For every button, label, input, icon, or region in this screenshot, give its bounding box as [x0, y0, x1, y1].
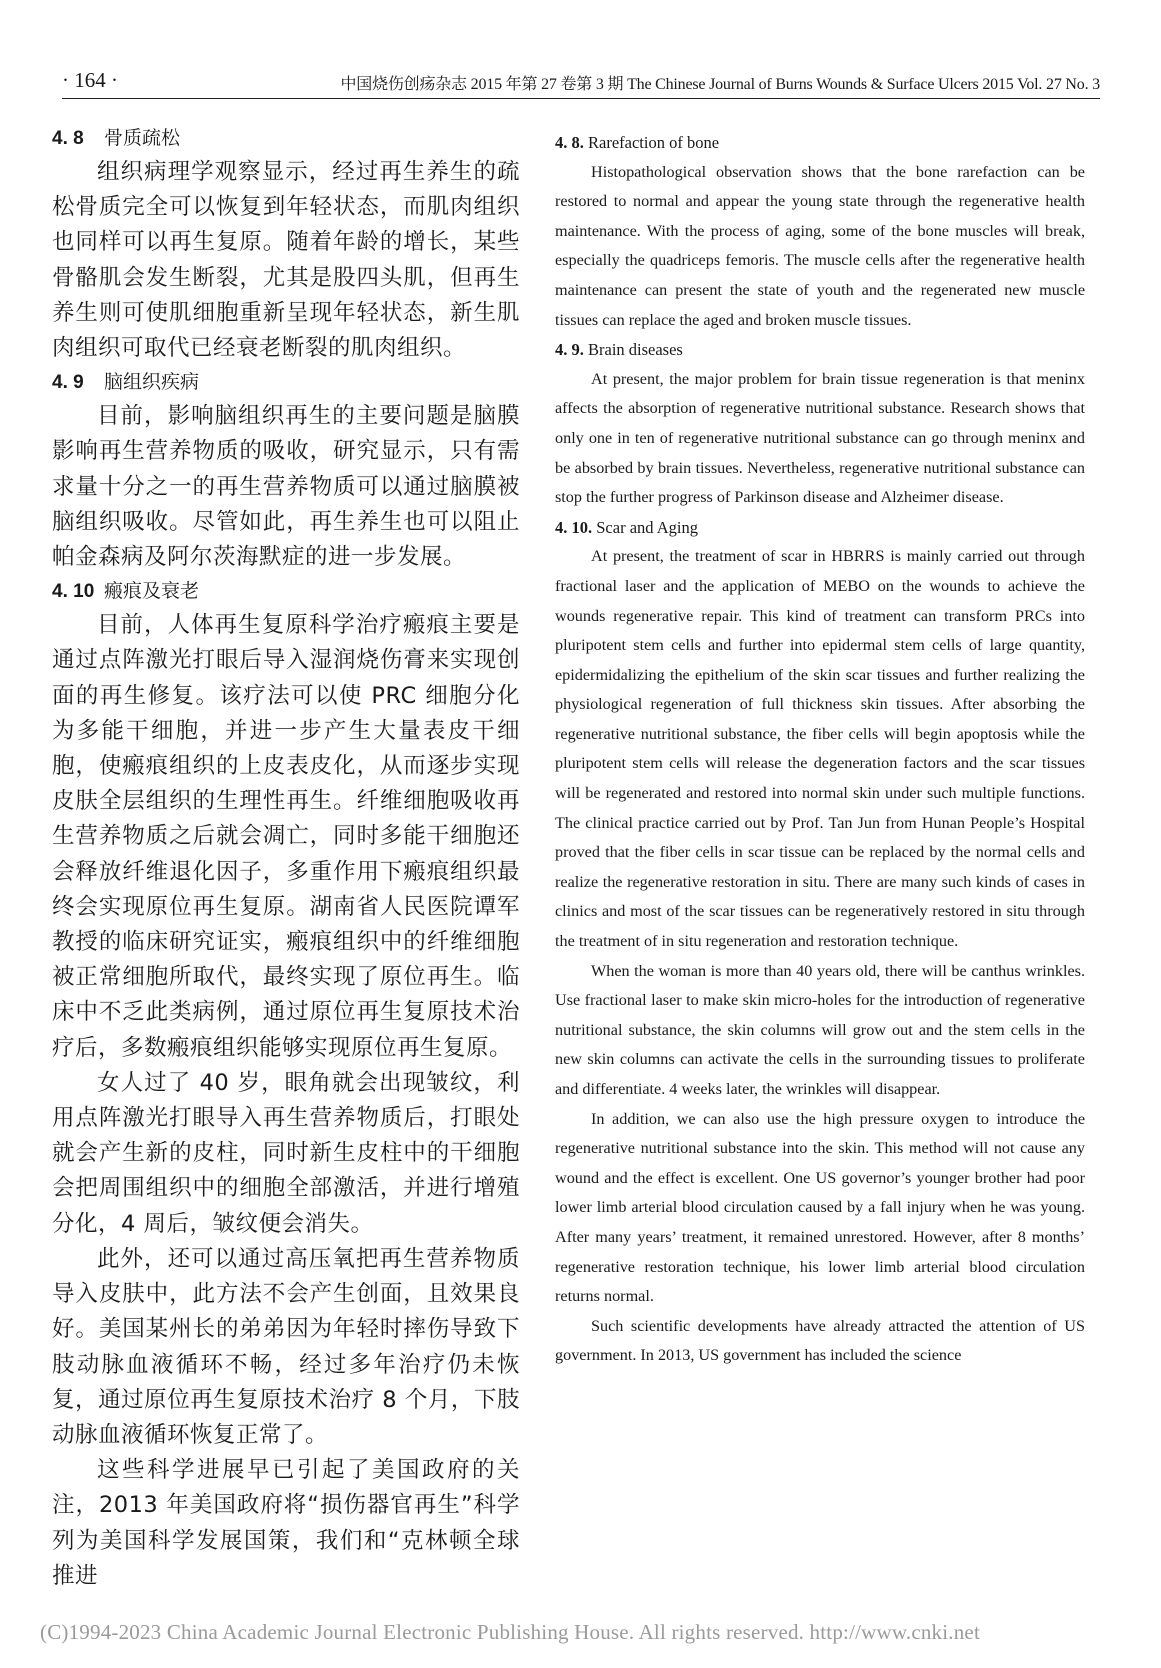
section-title: Rarefaction of bone: [588, 133, 720, 152]
running-header: [62, 68, 1100, 99]
paragraph: 目前，影响脑组织再生的主要问题是脑膜影响再生营养物质的吸收，研究显示，只有需求量十分之一的再生营养物质可以通过脑膜被脑组织吸收。尽管如此，再生养生也可以阻止帕金森病及阿尔茨海默症的进一步发展。: [52, 403, 520, 571]
paragraph: At present, the treatment of scar in HBRRS is mainly carried out through fractional laser and the application of MEBO on the wounds to achieve the wounds regenerative repair. This kind of treatment can transform PRCs into pluripotent stem cells and further into epidermal stem cells of large quantity, epidermidalizing the epithelium of the skin scar tissues and further realizing the physiological regeneration of full thickness skin tissues. After absorbing the regenerative nutritional substance, the fiber cells will begin apoptosis while the pluripotent stem cells will release the degeneration factors and the scar tissues will be regenerated and restored into normal skin under such multiple functions. The clinical practice carried out by Prof. Tan Jun from Hunan People’s Hospital proved that the fiber cells in scar tissue can be replaced by the normal cells and realize the regenerative restoration in situ. There are many such kinds of cases in clinics and most of the scar tissues can be regeneratively restored in situ through the treatment of in situ regeneration and restoration technique.: [555, 547, 1085, 951]
section-number: 4. 8: [52, 128, 84, 149]
section-number: 4. 9: [52, 372, 84, 394]
section-heading-4-9-zh: [52, 366, 520, 399]
section-title: 脑组织疾病: [104, 371, 200, 394]
section-title: Scar and Aging: [596, 517, 698, 537]
section-heading-4-8-zh: [52, 122, 520, 155]
page-number: · 164 ·: [62, 68, 118, 92]
paragraph: Histopathological observation shows that the bone rarefaction can be restored to normal and appear the young state through the regenerative health maintenance. With the process of aging, some of the bone muscles will break, especially the quadriceps femoris. The muscle cells after the regenerative health maintenance can present the state of youth and the regenerated new muscle tissues can replace the aged and broken muscle tissues.: [555, 162, 1085, 329]
section-number: 4. 10.: [555, 517, 593, 537]
paragraph: 这些科学进展早已引起了美国政府的关注，2013 年美国政府将“损伤器官再生”科学列为美国科学发展国策，我们和“克林顿全球推进: [52, 1457, 520, 1589]
paragraph: 目前，人体再生复原科学治疗瘢痕主要是通过点阵激光打眼后导入湿润烧伤膏来实现创面的再生修复。该疗法可以使 PRC 细胞分化为多能干细胞，并进一步产生大量表皮干细胞，使瘢痕组织的上皮表皮化，从而逐步实现皮肤全层组织的生理性再生。纤维细胞吸收再生营养物质之后就会凋亡，同时多能干细胞还会释放纤维退化因子，多重作用下瘢痕组织最终会实现原位再生复原。湖南省人民医院谭军教授的临床研究证实，瘢痕组织中的纤维细胞被正常细胞所取代，最终实现了原位再生。临床中不乏此类病例，通过原位再生复原技术治疗后，多数瘢痕组织能够实现原位再生复原。: [52, 612, 520, 1061]
section-heading-4-8-en: [555, 128, 1085, 158]
section-heading-4-9-en: [555, 335, 1085, 365]
section-title: 骨质疏松: [104, 127, 181, 149]
paragraph: At present, the major problem for brain tissue regeneration is that meninx affects the absorption of regenerative nutritional substance. Research shows that only one in ten of regenerative nutritional substance can go through meninx and be absorbed by brain tissues. Nevertheless, regenerative nutritional substance can stop the further progress of Parkinson disease and Alzheimer disease.: [555, 369, 1085, 507]
paragraph: 此外，还可以通过高压氧把再生营养物质导入皮肤中，此方法不会产生创面，且效果良好。美国某州长的弟弟因为年轻时摔伤导致下肢动脉血液循环不畅，经过多年治疗仍未恢复，通过原位再生复原技术治疗 8 个月，下肢动脉血液循环恢复正常了。: [52, 1245, 520, 1448]
section-number: 4. 8.: [555, 133, 584, 152]
section-number: 4. 10: [52, 581, 95, 603]
section-heading-4-10-zh: [52, 575, 520, 608]
section-title: Brain diseases: [588, 340, 683, 360]
journal-title: 中国烧伤创疡杂志 2015 年第 27 卷第 3 期 The Chinese Journal of Burns Wounds & Surface Ulcers 2015 Vol. 27 No. 3: [340, 76, 1100, 93]
paragraph: 组织病理学观察显示，经过再生养生的疏松骨质完全可以恢复到年轻状态，而肌肉组织也同样可以再生复原。随着年龄的增长，某些骨骼肌会发生断裂，尤其是股四头肌，但再生养生则可使肌细胞重新呈现年轻状态，新生肌肉组织可取代已经衰老断裂的肌肉组织。: [52, 159, 520, 362]
paragraph: Such scientific developments have already attracted the attention of US government. In 2013, US government has included the science: [555, 1316, 1085, 1365]
section-heading-4-10-en: [555, 513, 1085, 543]
paragraph: In addition, we can also use the high pressure oxygen to introduce the regenerative nutritional substance into the skin. This method will not cause any wound and the effect is excellent. One US governor’s younger brother had poor lower limb arterial blood circulation caused by a fall injury when he was young. After many years’ treatment, it remained unrestored. However, after 8 months’ regenerative restoration technique, his lower limb arterial blood circulation returns normal.: [555, 1109, 1085, 1306]
chinese-column: [52, 122, 520, 1594]
section-title: 瘢痕及衰老: [104, 580, 200, 603]
english-column: [555, 128, 1085, 1371]
copyright-watermark: (C)1994-2023 China Academic Journal Electronic Publishing House. All rights reserved. http://www.cnki.net: [40, 1620, 980, 1644]
paragraph: When the woman is more than 40 years old, there will be canthus wrinkles. Use fractional laser to make skin micro-holes for the introduction of regenerative nutritional substance, the skin columns will grow out and the stem cells in the new skin columns can activate the cells in the surrounding tissues to proliferate and differentiate. 4 weeks later, the wrinkles will disappear.: [555, 961, 1085, 1098]
section-number: 4. 9.: [555, 340, 584, 360]
paragraph: 女人过了 40 岁，眼角就会出现皱纹，利用点阵激光打眼导入再生营养物质后，打眼处就会产生新的皮柱，同时新生皮柱中的干细胞会把周围组织中的细胞全部激活，并进行增殖分化，4 周后，皱纹便会消失。: [52, 1069, 520, 1237]
